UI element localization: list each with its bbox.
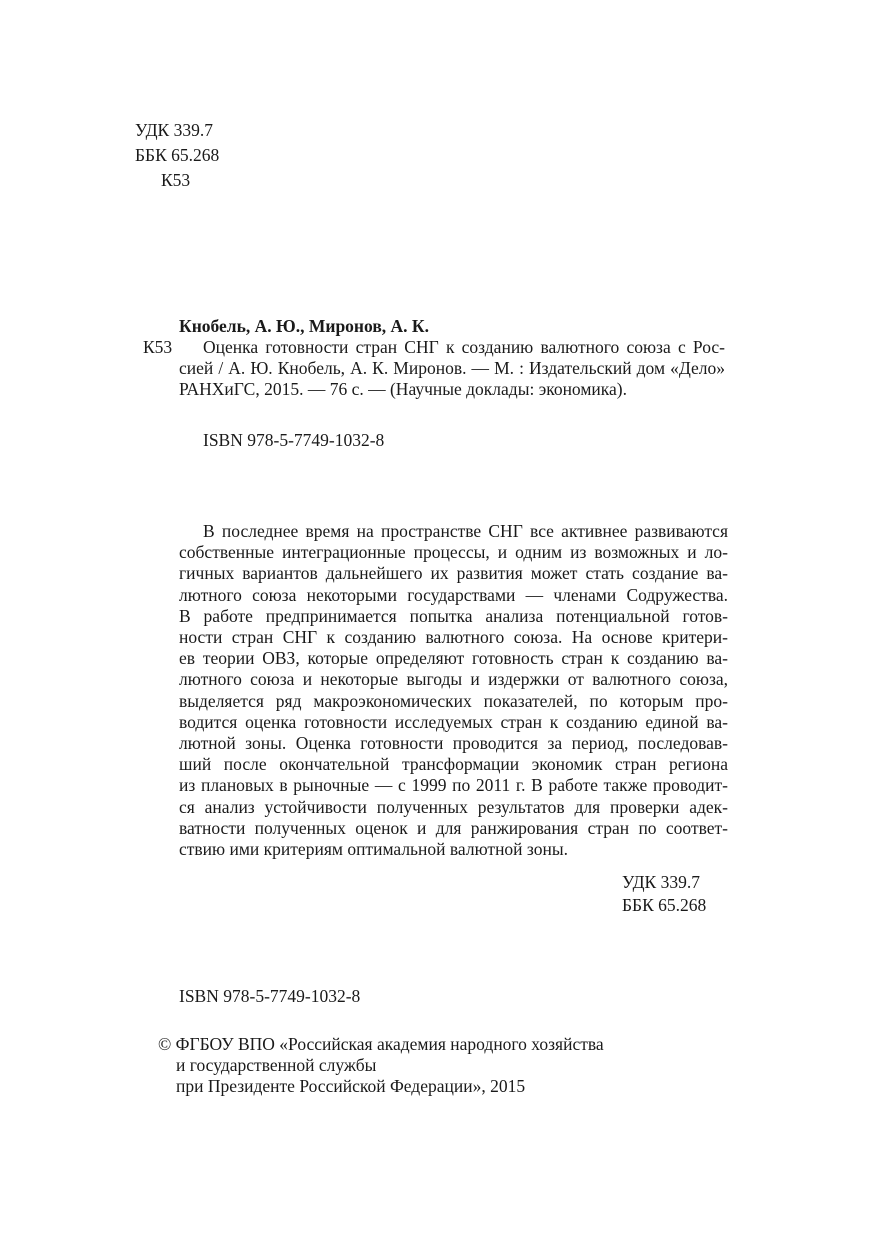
udk-code: УДК 339.7 — [622, 872, 700, 892]
copyright-line: © ФГБОУ ВПО «Российская академия народного хозяйства — [158, 1034, 604, 1054]
bib-line: РАНХиГС, 2015. — 76 с. — (Научные доклады: экономика). — [179, 379, 627, 400]
bib-authors-heading: Кнобель, А. Ю., Миронов, А. К. — [179, 316, 429, 336]
bib-author-mark: К53 — [143, 337, 173, 357]
bib-heading — [179, 316, 429, 337]
abstract-line: ности стран СНГ к созданию валютного союза. На основе критери- — [179, 627, 728, 648]
abstract-line: водится оценка готовности исследуемых стран к созданию единой ва- — [179, 711, 728, 732]
abstract-line: лютной зоны. Оценка готовности проводится за период, последовав- — [179, 733, 728, 754]
abstract-line: гичных вариантов дальнейшего их развития может стать создание ва- — [179, 563, 728, 584]
abstract-line: В работе предпринимается попытка анализа потенциальной готов- — [179, 605, 728, 626]
bottom-classification-codes — [622, 871, 706, 917]
bbk-code: ББК 65.268 — [135, 145, 220, 165]
bib-line: сией / А. Ю. Кнобель, А. К. Миронов. — М. : Издательский дом «Дело» — [179, 358, 725, 379]
bib-line: Оценка готовности стран СНГ к созданию валютного союза с Рос- — [203, 337, 725, 357]
abstract-line: В последнее время на пространстве СНГ все активнее развиваются — [203, 521, 728, 541]
copyright-line: и государственной службы — [176, 1055, 377, 1075]
abstract-line: собственные интеграционные процессы, и одним из возможных и ло- — [179, 542, 728, 563]
copyright — [158, 1034, 604, 1097]
abstract-line: лютного союза некоторыми государствами — членами Содружества. — [179, 584, 728, 605]
abstract-line: ев теории ОВЗ, которые определяют готовность стран к созданию ва- — [179, 648, 728, 669]
abstract-line: ся анализ устойчивости полученных результатов для проверки адек- — [179, 796, 728, 817]
abstract-line: выделяется ряд макроэкономических показателей, по которым про- — [179, 690, 728, 711]
top-classification-codes — [135, 118, 219, 193]
udk-code: УДК 339.7 — [135, 120, 213, 140]
bib-description — [179, 337, 725, 401]
abstract-line: ствию ими критериям оптимальной валютной зоны. — [179, 839, 568, 860]
abstract-line: из плановых в рыночные — с 1999 по 2011 г. В работе также проводит- — [179, 775, 728, 796]
abstract-line: лютного союза и некоторые выгоды и издержки от валютного союза, — [179, 669, 728, 690]
copyright-line: при Президенте Российской Федерации», 2015 — [176, 1076, 526, 1096]
author-mark: К53 — [161, 170, 191, 190]
bib-isbn: ISBN 978-5-7749-1032-8 — [203, 430, 385, 450]
abstract — [179, 521, 728, 860]
isbn-bottom: ISBN 978-5-7749-1032-8 — [179, 986, 361, 1006]
abstract-line: ватности полученных оценок и для ранжирования стран по соответ- — [179, 817, 728, 838]
abstract-line: ший после окончательной трансформации экономик стран региона — [179, 754, 728, 775]
bbk-code: ББК 65.268 — [622, 895, 707, 915]
